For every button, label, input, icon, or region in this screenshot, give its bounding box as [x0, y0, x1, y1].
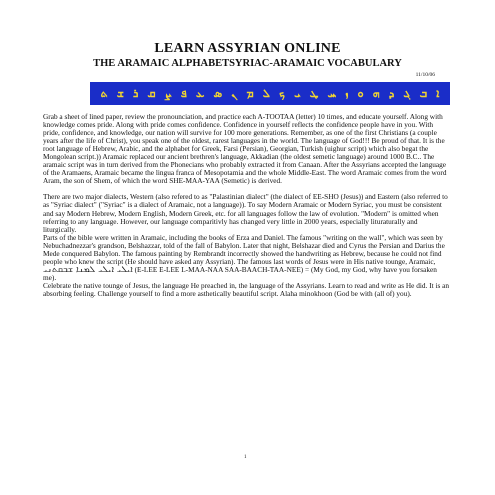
page-number: 1 — [244, 455, 247, 460]
alphabet-letter: ܢ — [231, 87, 238, 100]
alphabet-letter: ܬ — [100, 87, 108, 100]
paragraph-intro: Grab a sheet of lined paper, review the pronounciation, and practice each A-TOOTAA (letter) 10 times, and educate yourself. Along with knowledge comes pride. Along with pride comes confidence. Confidence in yourself reflects the confidence people have in you. With pride, confidence, and knowledge, our nation will survive for 100 more generations. Remember, as one of the first Christians (a couple years after the life of Christ), you speak one of the oldest, rarest languages in the world. The language of God!!! Be proud of that. It is the root language of Hebrew, Arabic, and the alphabet for Greek, Farsi (Persian), Georgian, Turkish (uighur script) which also begat the Mongolean script.)) Aramaic replaced our ancient brethren's language, Akkadian (the oldest semetic language) around 1000 B.C.. The aramaic script was in turn derived from the Phonecians who probably extracted it from Canaan. After the Assyrians accepted the language of the Aramaens, Aramaic became the lingua franca of Mesopotamia and the whole Middle-East. The word Aramaic comes from the word Aram, the son of Shem, of which the word SHE-MAA-YAA (Semetic) is derived. — [43, 112, 447, 186]
alphabet-letter: ܟ — [279, 87, 285, 100]
document-date: 11/10/06 — [415, 72, 435, 78]
paragraph-bible-text: Parts of the bible were written in Aramaic, including the books of Erza and Daniel. The famous "writing on the wall", which was seen by Nebuchadnezzar's grandson, Belshazzar, told of the fall of Babylon. Later that night, Belshazar died and Cyrus the Persian and Darius the Mede conquered Babylon. The famous painting by Rembrandt incorrectly showed the handwriting as Hebrew, because he could not find people who knew the script (He should have asked any Assyrian). The famous last words of Jesus were in His native tounge, Aramaic, — [43, 232, 445, 266]
alphabet-letter: ܪ — [132, 87, 139, 100]
aramaic-alphabet-banner — [90, 82, 450, 105]
paragraph-celebrate: Celebrate the native tounge of Jesus, the language He preached in, the language of the Assyrians. Learn to read and write as He did. It is an absorbing feeling. Challenge yourself to find a more asthetically beautiful script. Alaha minokhoon (God be with (all of) you). — [43, 280, 450, 298]
alphabet-letter: ܥ — [195, 87, 205, 100]
alphabet-letter: ܦ — [180, 87, 187, 100]
alphabet-letter: ܝ — [294, 87, 301, 100]
translation: (My God, my God, why have you forsaken me). — [43, 264, 437, 282]
alphabet-letter: ܩ — [147, 87, 156, 100]
alphabet-letter: ܓ — [403, 87, 411, 100]
alphabet-letter: ܗ — [372, 87, 380, 100]
alphabet-letter: ܠ — [262, 87, 270, 100]
syriac-last-words: ܐܝܠܝ ܐܝܠܝ ܠܡܢܐ ܫܒܩܬܢܝ — [43, 264, 133, 275]
page-title: LEARN ASSYRIAN ONLINE — [154, 41, 341, 56]
alphabet-letter: ܨ — [164, 87, 172, 100]
alphabet-letter: ܣ — [213, 87, 223, 100]
alphabet-letter: ܘ — [357, 87, 364, 100]
paragraph-bible — [43, 234, 451, 282]
alphabet-letter: ܚ — [327, 87, 337, 100]
page-subtitle: THE ARAMAIC ALPHABETSYRIAC-ARAMAIC VOCABULARY — [93, 58, 402, 69]
paragraph-dialects: There are two major dialects, Western (also refered to as "Palastinian dialect" (the dialect of EE-SHO (Jesus)) and Eastern (also referred to as "Syriac dialect" ("Syriac" is a dialect of Aramaic, not a language)). To say Modern Aramaic or Modern Syriac, you must be consistent and say Modern Hebrew, Modern English, Modern Greek, etc. for all languages follow the law of evolution. "Modern" is omitted when referring to any language. However, our language comparitivly has changed very little in 2000 years, especially lituraturally and liturgically. — [43, 192, 448, 234]
alphabet-letter: ܫ — [116, 87, 124, 100]
alphabet-letter: ܕ — [388, 87, 395, 100]
alphabet-letter: ܙ — [345, 87, 349, 100]
alphabet-letter: ܡ — [246, 87, 254, 100]
alphabet-letter: ܒ — [419, 87, 428, 100]
transliteration: (E-LEE E-LEE L-MAA-NAA SAA-BAACH-TAA-NEE) = — [134, 264, 310, 274]
body-text — [43, 113, 451, 298]
alphabet-letter: ܐ — [436, 87, 440, 100]
alphabet-letter: ܛ — [309, 87, 319, 100]
